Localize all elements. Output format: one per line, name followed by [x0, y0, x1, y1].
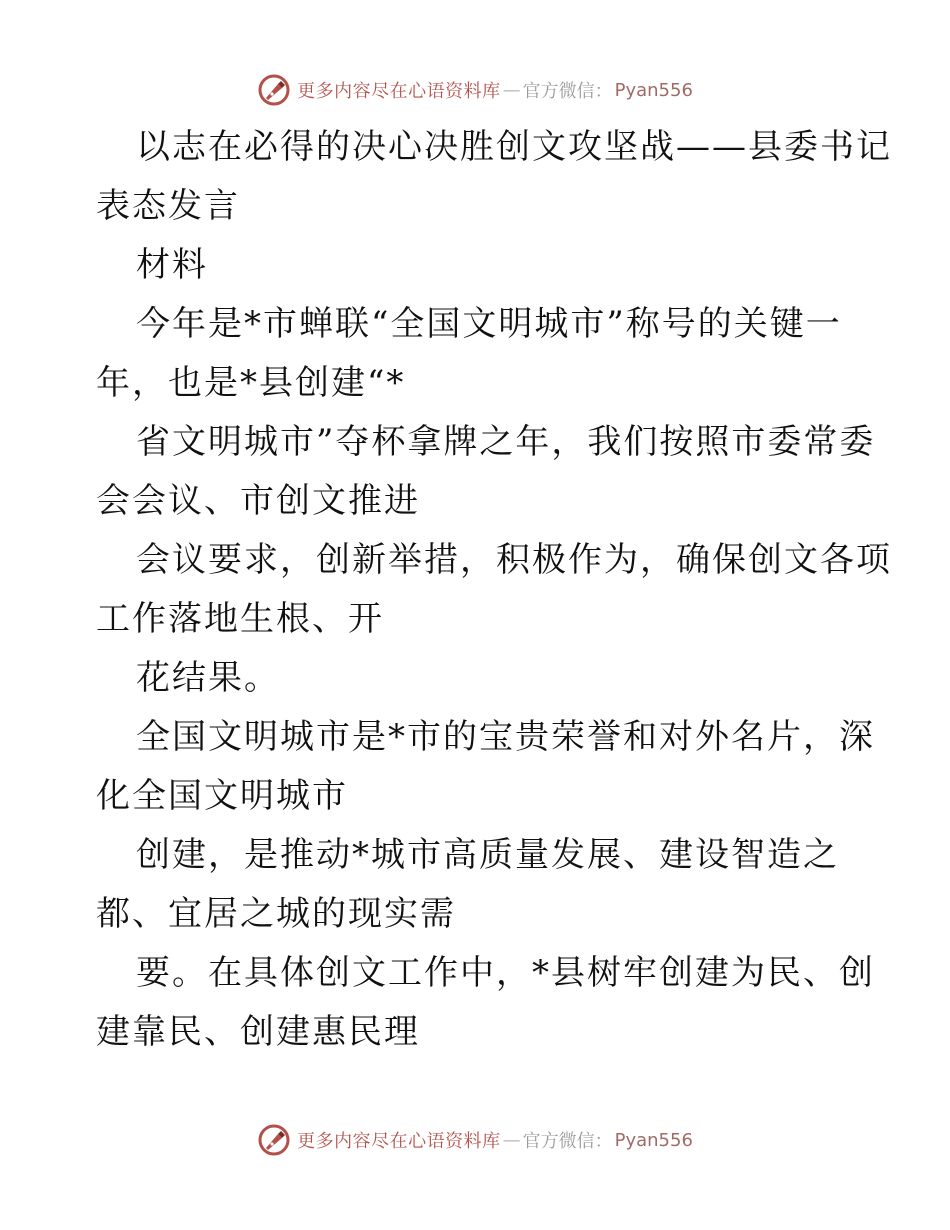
doc-line: 全国文明城市是*市的宝贵荣誉和对外名片，深: [136, 717, 875, 757]
doc-line: 会会议、市创文推进: [96, 481, 420, 521]
doc-line: 要。在具体创文工作中，*县树牢创建为民、创: [136, 953, 875, 993]
doc-line: 材料: [136, 245, 208, 285]
doc-line: 省文明城市”夺杯拿牌之年，我们按照市委常委: [136, 422, 876, 462]
pen-nib-circle-icon: [257, 1123, 291, 1157]
doc-line: 花结果。: [136, 658, 280, 698]
header-banner: [0, 70, 950, 110]
doc-line: 年，也是*县创建“*: [96, 363, 406, 403]
doc-title-line: 表态发言: [96, 186, 240, 226]
banner-wechat-id: Pyan556: [614, 79, 693, 101]
doc-line: 化全国文明城市: [96, 776, 348, 816]
doc-line: 都、宜居之城的现实需: [96, 894, 456, 934]
doc-line: 建靠民、创建惠民理: [96, 1012, 420, 1052]
banner-wechat-label: 官方微信：: [522, 1131, 613, 1152]
document-body: [96, 118, 892, 1062]
banner-site-text: 更多内容尽在心语资料库: [297, 81, 501, 102]
banner-site-text: 更多内容尽在心语资料库: [297, 1131, 501, 1152]
footer-banner: [0, 1120, 950, 1160]
doc-line: 今年是*市蝉联“全国文明城市”称号的关键一: [136, 304, 842, 344]
banner-dash: —: [502, 1129, 521, 1151]
banner-wechat-id: Pyan556: [614, 1129, 693, 1151]
doc-line: 会议要求，创新举措，积极作为，确保创文各项: [136, 540, 892, 580]
doc-line: 创建，是推动*城市高质量发展、建设智造之: [136, 835, 839, 875]
banner-dash: —: [502, 79, 521, 101]
doc-line: 工作落地生根、开: [96, 599, 384, 639]
doc-title-line: 以志在必得的决心决胜创文攻坚战——县委书记: [136, 127, 892, 167]
banner-wechat-label: 官方微信：: [522, 81, 613, 102]
pen-nib-circle-icon: [257, 73, 291, 107]
